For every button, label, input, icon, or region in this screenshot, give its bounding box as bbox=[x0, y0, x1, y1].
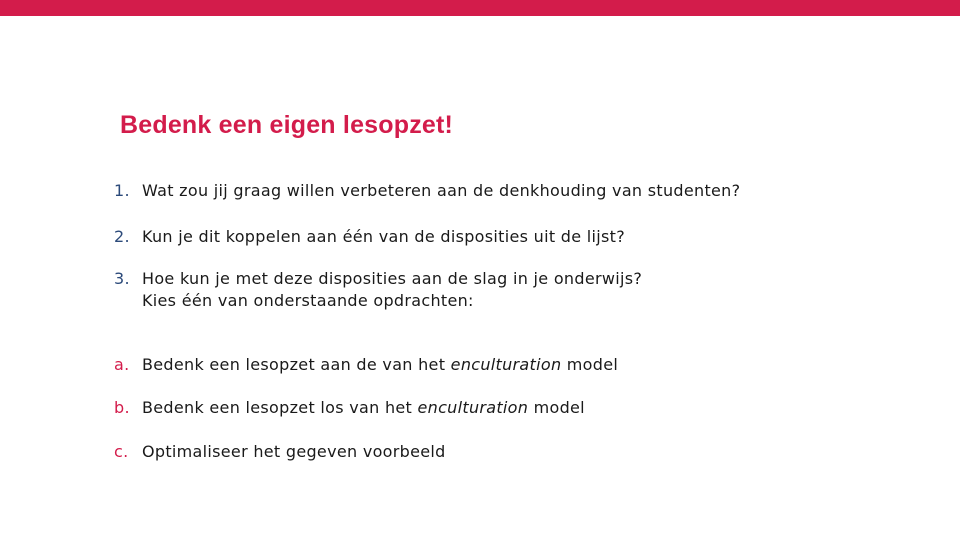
option-text: Optimaliseer het gegeven voorbeeld bbox=[142, 442, 446, 461]
question-text: Hoe kun je met deze disposities aan de slag in je onderwijs? bbox=[142, 269, 643, 288]
option-emphasis: enculturation bbox=[417, 398, 529, 417]
question-number: 2. bbox=[114, 227, 130, 246]
question-text: Kun je dit koppelen aan één van de disposities uit de lijst? bbox=[142, 227, 626, 246]
option-text-end: model bbox=[528, 398, 585, 417]
question-3 bbox=[114, 268, 642, 312]
slide-title: Bedenk een eigen lesopzet! bbox=[120, 111, 454, 139]
top-accent-bar bbox=[0, 0, 960, 16]
question-text: Wat zou jij graag willen verbeteren aan de denkhouding van studenten? bbox=[142, 181, 741, 200]
option-c bbox=[114, 441, 446, 463]
option-letter: b. bbox=[114, 398, 130, 417]
option-text: Bedenk een lesopzet aan de van het bbox=[142, 355, 451, 374]
option-letter: a. bbox=[114, 355, 130, 374]
question-text-line2: Kies één van onderstaande opdrachten: bbox=[142, 291, 474, 310]
question-2 bbox=[114, 226, 625, 248]
option-text: Bedenk een lesopzet los van het bbox=[142, 398, 418, 417]
option-letter: c. bbox=[114, 442, 129, 461]
question-number: 1. bbox=[114, 181, 130, 200]
question-1 bbox=[114, 180, 740, 202]
question-number: 3. bbox=[114, 269, 130, 288]
option-text-end: model bbox=[561, 355, 619, 374]
option-emphasis: enculturation bbox=[450, 355, 562, 374]
option-b bbox=[114, 397, 585, 419]
option-a bbox=[114, 354, 618, 376]
